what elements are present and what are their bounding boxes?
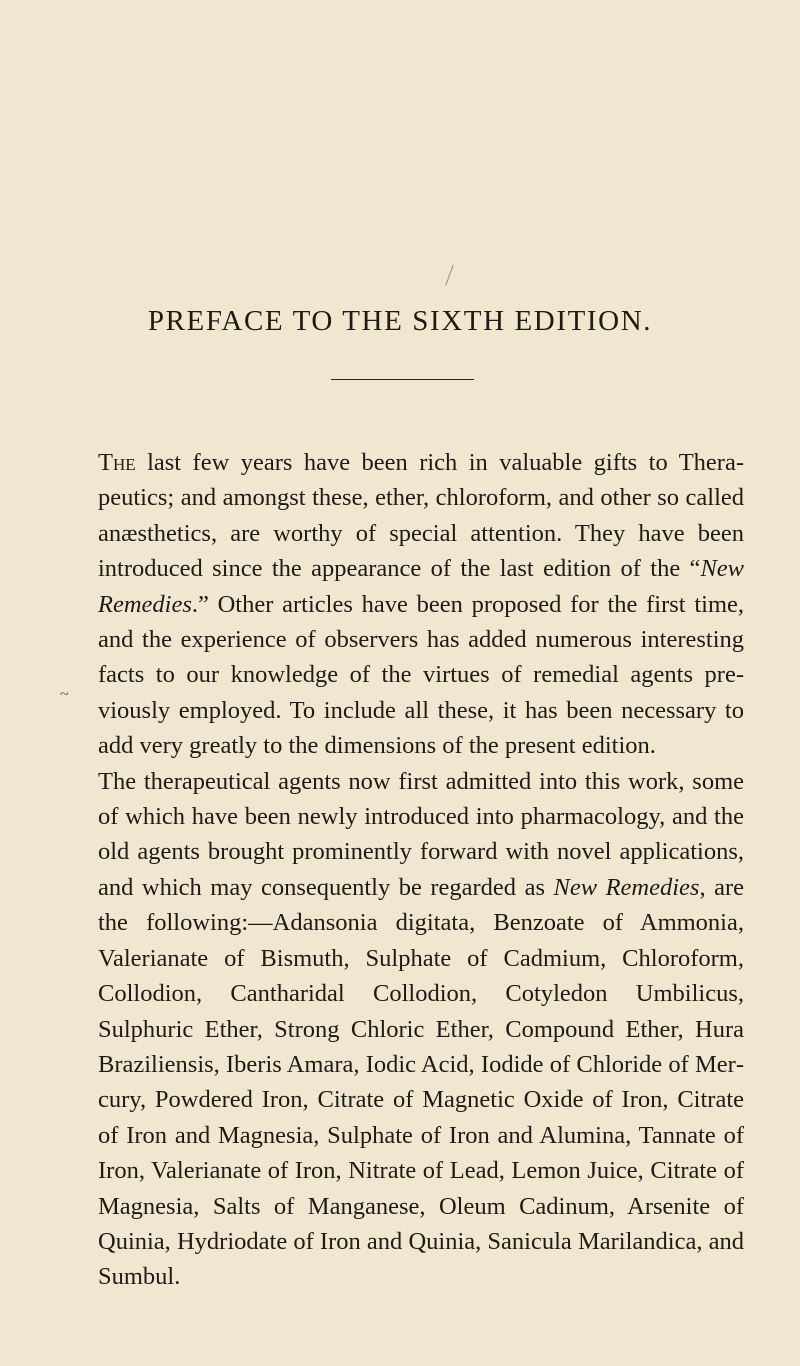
paragraph-2-text-b: , are the following:—Adansonia digitata, Benzoate of Ammonia, Valerianate of Bismuth, Sulphate of Cadmium, Chloroform, Collodion, Cantharidal Collodion, Cotyledon Umbilicus, Sulphuric Ether, Strong Chloric Ether, Compound Ether, Hura Braziliensis, Iberis Amara, Iodic Acid, Iodide of Chloride of Mercury, Powdered Iron, Citrate of Magnetic Oxide of Iron, Citrate of Iron and Magnesia, Sulphate of Iron and Alumina, Tannate of Iron, Valerianate of Iron, Nitrate of Lead, Lemon Juice, Citrate of Magnesia, Salts of Manganese, Oleum Cadinum, Arsenite of Quinia, Hydriodate of Iron and Quinia, Sanicula Marilandica, and Sumbul. <box>98 873 744 1291</box>
paragraph-1-text-a: last few years have been rich in valuable gifts to Therapeutics; and amongst these, ether, chloroform, and other so called anæsthetics, are worthy of special attention. They have been introduced since the appearance of the last edition of the “ <box>98 449 744 583</box>
paragraph-2 <box>98 764 744 1295</box>
lead-word: The <box>98 449 136 476</box>
paragraph-2-text-a: The therapeutical agents now first admitted into this work, some of which have been newly introduced into pharmacology, and the old agents brought prominently forward with novel applications, and which may consequently be regarded as <box>98 767 744 901</box>
paragraph-1-italic-title: New Remedies <box>98 555 744 618</box>
paragraph-1-text-b: .” Other articles have been proposed for the first time, and the experience of observers has added numerous interesting facts to our knowledge of the virtues of remedial agents previously employed. To include all these, it has been necessary to add very greatly to the dimensions of the present edition. <box>98 590 744 760</box>
title-rule <box>331 379 474 380</box>
stray-pencil-mark <box>445 264 453 285</box>
paragraph-1 <box>98 445 744 764</box>
page-title: PREFACE TO THE SIXTH EDITION. <box>147 305 653 337</box>
margin-mark: ~ <box>60 686 69 703</box>
paragraph-2-italic-title: New Remedies <box>553 873 700 901</box>
preface-body <box>98 445 744 1295</box>
